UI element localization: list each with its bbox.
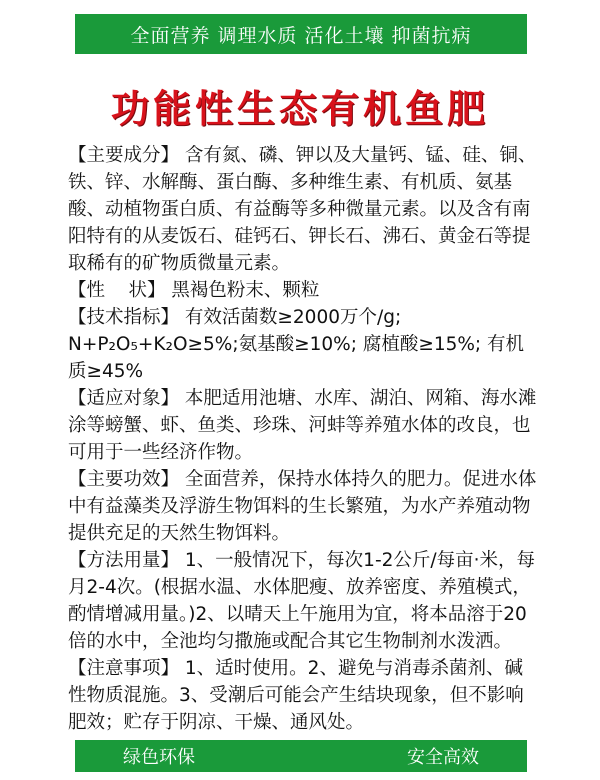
section-tag: 【注意事项】 — [68, 658, 180, 679]
section-usage — [68, 547, 540, 655]
section-tag: 【技术指标】 — [68, 307, 180, 328]
section-text: 1、适时使用。2、避免与消毒杀菌剂、碱性物质混施。3、受潮后可能会产生结块现象，但不影响肥效；贮存于阴凉、干燥、通风处。 — [68, 658, 524, 733]
section-specs — [68, 304, 540, 385]
product-title: 功能性生态有机鱼肥 — [110, 86, 489, 131]
section-tag: 【主要功效】 — [68, 469, 180, 490]
section-appearance — [68, 277, 540, 304]
section-text: 全面营养，保持水体持久的肥力。促进水体中有益藻类及浮游生物饵料的生长繁殖，为水产养殖动物提供充足的天然生物饵料。 — [68, 469, 537, 544]
section-targets — [68, 385, 540, 466]
section-text: 本肥适用池塘、水库、湖泊、网箱、海水滩涂等螃蟹、虾、鱼类、珍珠、河蚌等养殖水体的改良，也可用于一些经济作物。 — [68, 388, 537, 463]
section-tag: 【性 状】 — [68, 280, 166, 301]
section-text: 含有氮、磷、钾以及大量钙、锰、硅、铜、铁、锌、水解酶、蛋白酶、多种维生素、有机质、氨基酸、动植物蛋白质、有益酶等多种微量元素。以及含有南阳特有的从麦饭石、硅钙石、钾长石、沸石、黄金石等提取稀有的矿物质微量元素。 — [68, 145, 537, 274]
bottom-banner-left: 绿色环保 — [123, 747, 195, 768]
section-tag: 【方法用量】 — [68, 550, 180, 571]
section-precautions — [68, 655, 540, 736]
bottom-banner — [75, 740, 527, 772]
section-text: 1、一般情况下，每次1-2公斤/每亩·米，每月2-4次。(根据水温、水体肥瘦、放养密度、养殖模式，酌情增减用量。)2、以晴天上午施用为宜，将本品溶于20倍的水中，全池均匀撒施或配合其它生物制剂水泼洒。 — [68, 550, 536, 652]
top-banner — [75, 14, 527, 54]
section-effects — [68, 466, 540, 547]
section-tag: 【适应对象】 — [68, 388, 180, 409]
section-text: 黑褐色粉末、颗粒 — [171, 280, 320, 301]
top-banner-text: 全面营养 调理水质 活化土壤 抑菌抗病 — [130, 24, 472, 47]
bottom-banner-right: 安全高效 — [407, 747, 479, 768]
section-ingredients — [68, 142, 540, 277]
section-tag: 【主要成分】 — [68, 145, 180, 166]
section-text: 有效活菌数≥2000万个/g; N+P₂O₅+K₂O≥5%;氨基酸≥10%; 腐植酸≥15%; 有机质≥45% — [68, 307, 525, 382]
product-description — [68, 142, 540, 736]
